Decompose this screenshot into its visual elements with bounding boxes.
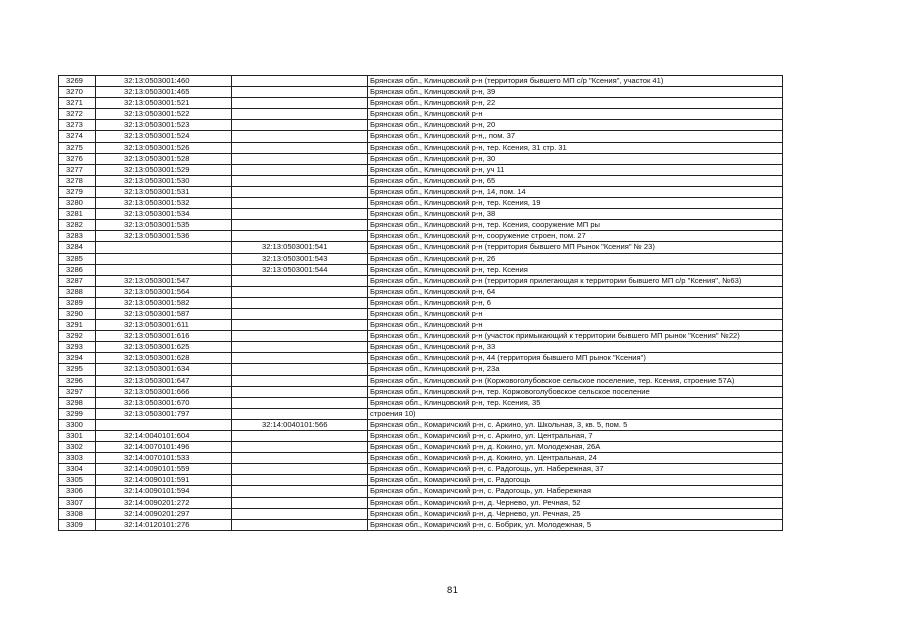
address-cell: Брянская обл., Комаричский р-н, д. Чернево, ул. Речная, 25 (368, 508, 783, 519)
cadastral-number-alt-cell: 32:13:0503001:543 (232, 253, 368, 264)
address-cell: Брянская обл., Комаричский р-н, д. Кокино, ул. Молодежная, 26А (368, 442, 783, 453)
address-cell: Брянская обл., Клинцовский р-н (368, 109, 783, 120)
cadastral-number-cell: 32:13:0503001:547 (96, 275, 232, 286)
table-row (59, 264, 783, 275)
row-number-cell: 3307 (59, 497, 96, 508)
cadastral-number-cell: 32:13:0503001:564 (96, 286, 232, 297)
cadastral-number-cell: 32:14:0070101:496 (96, 442, 232, 453)
address-cell: Брянская обл., Комаричский р-н, с. Радогощь (368, 475, 783, 486)
table-row (59, 308, 783, 319)
address-cell: Брянская обл., Клинцовский р-н, 6 (368, 297, 783, 308)
table-row (59, 519, 783, 530)
cadastral-number-alt-cell (232, 508, 368, 519)
address-cell: Брянская обл., Комаричский р-н, с. Аркино, ул. Школьная, 3, кв. 5, пом. 5 (368, 419, 783, 430)
cadastral-number-alt-cell (232, 453, 368, 464)
address-cell: Брянская обл., Комаричский р-н, с. Радогощь, ул. Набережная, 37 (368, 464, 783, 475)
table-row (59, 186, 783, 197)
cadastral-number-cell: 32:13:0503001:521 (96, 98, 232, 109)
cadastral-number-alt-cell (232, 220, 368, 231)
cadastral-number-alt-cell: 32:13:0503001:544 (232, 264, 368, 275)
row-number-cell: 3292 (59, 331, 96, 342)
cadastral-number-cell: 32:13:0503001:670 (96, 397, 232, 408)
cadastral-number-alt-cell (232, 131, 368, 142)
address-cell: Брянская обл., Клинцовский р-н, 23а (368, 364, 783, 375)
table-row (59, 353, 783, 364)
row-number-cell: 3283 (59, 231, 96, 242)
cadastral-number-cell: 32:13:0503001:465 (96, 87, 232, 98)
cadastral-number-alt-cell (232, 464, 368, 475)
table-row (59, 386, 783, 397)
cadastral-number-alt-cell (232, 120, 368, 131)
cadastral-number-cell: 32:13:0503001:528 (96, 153, 232, 164)
table-row (59, 431, 783, 442)
address-cell: Брянская обл., Клинцовский р-н, тер. Ксения, 31 стр. 31 (368, 142, 783, 153)
row-number-cell: 3271 (59, 98, 96, 109)
row-number-cell: 3278 (59, 175, 96, 186)
address-cell: Брянская обл., Клинцовский р-н, тер. Коржовоголубовское сельское поселение (368, 386, 783, 397)
cadastral-number-alt-cell (232, 153, 368, 164)
cadastral-number-cell: 32:14:0090201:297 (96, 508, 232, 519)
cadastral-number-alt-cell (232, 331, 368, 342)
row-number-cell: 3309 (59, 519, 96, 530)
cadastral-number-alt-cell (232, 186, 368, 197)
address-cell: Брянская обл., Клинцовский р-н,, пом. 37 (368, 131, 783, 142)
row-number-cell: 3289 (59, 297, 96, 308)
address-cell: Брянская обл., Клинцовский р-н, 26 (368, 253, 783, 264)
cadastral-number-alt-cell (232, 142, 368, 153)
cadastral-number-alt-cell (232, 164, 368, 175)
table-row (59, 87, 783, 98)
cadastral-number-alt-cell (232, 275, 368, 286)
row-number-cell: 3294 (59, 353, 96, 364)
table-row (59, 508, 783, 519)
address-cell: Брянская обл., Клинцовский р-н, 14, пом. 14 (368, 186, 783, 197)
cadastral-number-alt-cell (232, 442, 368, 453)
table-row (59, 486, 783, 497)
table-row (59, 442, 783, 453)
row-number-cell: 3285 (59, 253, 96, 264)
address-cell: Брянская обл., Клинцовский р-н (368, 308, 783, 319)
cadastral-number-cell: 32:13:0503001:534 (96, 209, 232, 220)
cadastral-number-cell: 32:13:0503001:529 (96, 164, 232, 175)
row-number-cell: 3284 (59, 242, 96, 253)
address-cell: Брянская обл., Клинцовский р-н, 64 (368, 286, 783, 297)
cadastral-number-cell: 32:13:0503001:532 (96, 198, 232, 209)
address-cell: Брянская обл., Клинцовский р-н, тер. Ксения (368, 264, 783, 275)
row-number-cell: 3293 (59, 342, 96, 353)
table-row (59, 475, 783, 486)
cadastral-number-cell: 32:13:0503001:628 (96, 353, 232, 364)
row-number-cell: 3300 (59, 419, 96, 430)
cadastral-number-alt-cell: 32:13:0503001:541 (232, 242, 368, 253)
cadastral-number-alt-cell (232, 198, 368, 209)
cadastral-number-cell: 32:13:0503001:625 (96, 342, 232, 353)
cadastral-number-cell: 32:13:0503001:536 (96, 231, 232, 242)
row-number-cell: 3270 (59, 87, 96, 98)
cadastral-number-alt-cell (232, 408, 368, 419)
cadastral-number-cell (96, 253, 232, 264)
table-row (59, 397, 783, 408)
cadastral-number-cell: 32:13:0503001:522 (96, 109, 232, 120)
row-number-cell: 3298 (59, 397, 96, 408)
table-body (59, 76, 783, 531)
address-cell: Брянская обл., Клинцовский р-н, тер. Ксения, 19 (368, 198, 783, 209)
address-cell: Брянская обл., Клинцовский р-н (территория бывшего МП с/р "Ксения", участок 41) (368, 76, 783, 87)
table-row (59, 120, 783, 131)
row-number-cell: 3275 (59, 142, 96, 153)
cadastral-number-alt-cell (232, 431, 368, 442)
cadastral-number-alt-cell (232, 209, 368, 220)
address-cell: Брянская обл., Комаричский р-н, д. Кокино, ул. Центральная, 24 (368, 453, 783, 464)
cadastral-number-cell: 32:13:0503001:616 (96, 331, 232, 342)
table-row (59, 142, 783, 153)
cadastral-number-alt-cell (232, 297, 368, 308)
cadastral-number-cell: 32:13:0503001:582 (96, 297, 232, 308)
cadastral-number-cell: 32:13:0503001:797 (96, 408, 232, 419)
table-row (59, 253, 783, 264)
row-number-cell: 3290 (59, 308, 96, 319)
row-number-cell: 3274 (59, 131, 96, 142)
table-row (59, 320, 783, 331)
cadastral-number-alt-cell (232, 486, 368, 497)
table-row (59, 497, 783, 508)
cadastral-number-alt-cell (232, 364, 368, 375)
address-cell: Брянская обл., Комаричский р-н, с. Аркино, ул. Центральная, 7 (368, 431, 783, 442)
row-number-cell: 3295 (59, 364, 96, 375)
cadastral-number-cell (96, 242, 232, 253)
cadastral-number-alt-cell (232, 475, 368, 486)
table-row (59, 331, 783, 342)
address-cell: Брянская обл., Клинцовский р-н, уч 11 (368, 164, 783, 175)
table-row (59, 109, 783, 120)
address-cell: Брянская обл., Клинцовский р-н, 20 (368, 120, 783, 131)
table-row (59, 164, 783, 175)
cadastral-number-alt-cell (232, 109, 368, 120)
address-cell: Брянская обл., Клинцовский р-н, 33 (368, 342, 783, 353)
address-cell: Брянская обл., Клинцовский р-н (территория бывшего МП Рынок "Ксения" № 23) (368, 242, 783, 253)
cadastral-number-alt-cell (232, 231, 368, 242)
row-number-cell: 3273 (59, 120, 96, 131)
table-row (59, 375, 783, 386)
cadastral-number-cell: 32:13:0503001:535 (96, 220, 232, 231)
cadastral-number-cell: 32:13:0503001:526 (96, 142, 232, 153)
row-number-cell: 3277 (59, 164, 96, 175)
cadastral-number-cell: 32:14:0090101:594 (96, 486, 232, 497)
table-row (59, 408, 783, 419)
address-cell: Брянская обл., Комаричский р-н, д. Чернево, ул. Речная, 52 (368, 497, 783, 508)
cadastral-number-cell: 32:14:0120101:276 (96, 519, 232, 530)
table-row (59, 198, 783, 209)
row-number-cell: 3286 (59, 264, 96, 275)
address-cell: Брянская обл., Клинцовский р-н, 65 (368, 175, 783, 186)
cadastral-number-cell: 32:14:0040101:604 (96, 431, 232, 442)
table-row (59, 175, 783, 186)
address-cell: Брянская обл., Клинцовский р-н, 39 (368, 87, 783, 98)
table-row (59, 242, 783, 253)
row-number-cell: 3282 (59, 220, 96, 231)
row-number-cell: 3269 (59, 76, 96, 87)
row-number-cell: 3272 (59, 109, 96, 120)
cadastral-number-alt-cell (232, 286, 368, 297)
cadastral-number-cell: 32:13:0503001:634 (96, 364, 232, 375)
cadastral-number-cell (96, 264, 232, 275)
cadastral-number-alt-cell (232, 320, 368, 331)
table-row (59, 364, 783, 375)
page-number: 81 (446, 586, 459, 596)
address-cell: Брянская обл., Клинцовский р-н (368, 320, 783, 331)
row-number-cell: 3302 (59, 442, 96, 453)
table-row (59, 286, 783, 297)
cadastral-number-alt-cell (232, 519, 368, 530)
address-cell: Брянская обл., Клинцовский р-н, 38 (368, 209, 783, 220)
address-cell: Брянская обл., Клинцовский р-н, тер. Ксения, сооружение МП ры (368, 220, 783, 231)
table-row (59, 131, 783, 142)
cadastral-number-alt-cell (232, 87, 368, 98)
table-row (59, 153, 783, 164)
cadastral-number-cell: 32:13:0503001:530 (96, 175, 232, 186)
cadastral-number-cell: 32:14:0090101:591 (96, 475, 232, 486)
cadastral-number-cell: 32:13:0503001:666 (96, 386, 232, 397)
row-number-cell: 3280 (59, 198, 96, 209)
row-number-cell: 3304 (59, 464, 96, 475)
cadastral-number-cell: 32:13:0503001:587 (96, 308, 232, 319)
table-row (59, 297, 783, 308)
address-cell: Брянская обл., Клинцовский р-н, сооружение строен, пом. 27 (368, 231, 783, 242)
row-number-cell: 3308 (59, 508, 96, 519)
cadastral-number-alt-cell (232, 375, 368, 386)
cadastral-number-alt-cell (232, 497, 368, 508)
row-number-cell: 3291 (59, 320, 96, 331)
address-cell: Брянская обл., Комаричский р-н, с. Бобрик, ул. Молодежная, 5 (368, 519, 783, 530)
row-number-cell: 3306 (59, 486, 96, 497)
row-number-cell: 3276 (59, 153, 96, 164)
table-row (59, 76, 783, 87)
table-row (59, 98, 783, 109)
cadastral-number-alt-cell (232, 386, 368, 397)
cadastral-number-alt-cell (232, 308, 368, 319)
cadastral-number-cell: 32:13:0503001:647 (96, 375, 232, 386)
cadastral-number-alt-cell (232, 98, 368, 109)
row-number-cell: 3296 (59, 375, 96, 386)
address-cell: Брянская обл., Клинцовский р-н (участок примыкающий к территории бывшего МП рынок "Ксения" №22) (368, 331, 783, 342)
cadastral-number-cell: 32:13:0503001:460 (96, 76, 232, 87)
address-cell: строения 10) (368, 408, 783, 419)
cadastral-number-cell: 32:14:0090201:272 (96, 497, 232, 508)
address-cell: Брянская обл., Клинцовский р-н, тер. Ксения, 35 (368, 397, 783, 408)
cadastral-number-alt-cell (232, 353, 368, 364)
cadastral-number-cell: 32:14:0070101:533 (96, 453, 232, 464)
table-row (59, 342, 783, 353)
cadastral-number-cell: 32:13:0503001:523 (96, 120, 232, 131)
cadastral-number-alt-cell (232, 175, 368, 186)
cadastral-number-cell: 32:14:0090101:559 (96, 464, 232, 475)
row-number-cell: 3287 (59, 275, 96, 286)
row-number-cell: 3305 (59, 475, 96, 486)
row-number-cell: 3297 (59, 386, 96, 397)
cadastral-number-cell: 32:13:0503001:531 (96, 186, 232, 197)
cadastral-number-alt-cell: 32:14:0040101:566 (232, 419, 368, 430)
row-number-cell: 3281 (59, 209, 96, 220)
address-cell: Брянская обл., Клинцовский р-н (Коржовоголубовское сельское поселение, тер. Ксения, строение 57А) (368, 375, 783, 386)
table-row (59, 209, 783, 220)
table-row (59, 464, 783, 475)
row-number-cell: 3303 (59, 453, 96, 464)
address-cell: Брянская обл., Клинцовский р-н, 44 (территория бывшего МП рынок "Ксения") (368, 353, 783, 364)
row-number-cell: 3279 (59, 186, 96, 197)
table-row (59, 275, 783, 286)
address-cell: Брянская обл., Комаричский р-н, с. Радогощь, ул. Набережная (368, 486, 783, 497)
property-register-table (58, 75, 783, 531)
address-cell: Брянская обл., Клинцовский р-н (территория прилегающая к территории бывшего МП с/р "Ксения", №63) (368, 275, 783, 286)
row-number-cell: 3301 (59, 431, 96, 442)
cadastral-number-alt-cell (232, 76, 368, 87)
cadastral-number-cell (96, 419, 232, 430)
table-row (59, 231, 783, 242)
table-row (59, 419, 783, 430)
address-cell: Брянская обл., Клинцовский р-н, 22 (368, 98, 783, 109)
cadastral-number-cell: 32:13:0503001:611 (96, 320, 232, 331)
cadastral-number-alt-cell (232, 397, 368, 408)
cadastral-number-alt-cell (232, 342, 368, 353)
table-row (59, 453, 783, 464)
table-row (59, 220, 783, 231)
row-number-cell: 3299 (59, 408, 96, 419)
row-number-cell: 3288 (59, 286, 96, 297)
address-cell: Брянская обл., Клинцовский р-н, 30 (368, 153, 783, 164)
cadastral-number-cell: 32:13:0503001:524 (96, 131, 232, 142)
